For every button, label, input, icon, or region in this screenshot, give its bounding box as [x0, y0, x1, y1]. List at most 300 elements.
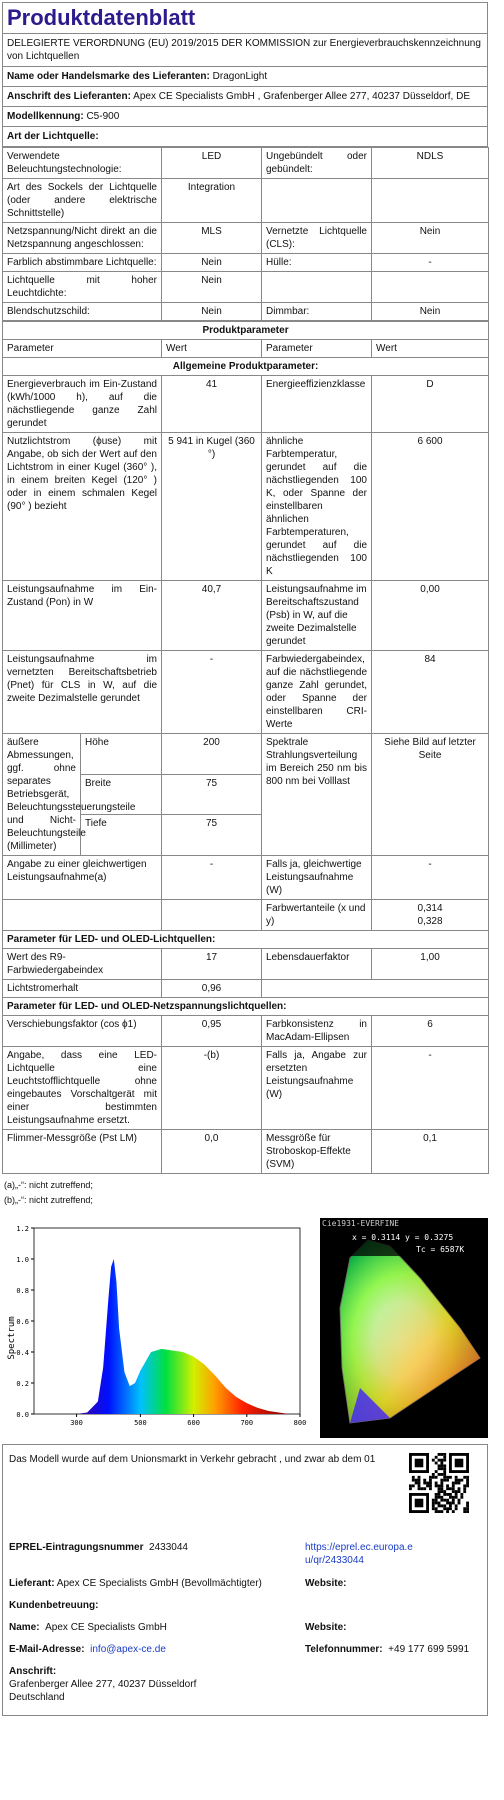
qr-module	[440, 1487, 443, 1490]
qr-module	[440, 1467, 443, 1470]
qr-module	[432, 1502, 435, 1505]
qr-module	[455, 1504, 458, 1507]
y-tick-label: 0.8	[16, 1287, 29, 1295]
qr-module	[432, 1499, 435, 1502]
energy-class-value: D	[372, 376, 489, 433]
cie-diagram	[320, 1218, 488, 1438]
type-value-2	[372, 179, 489, 223]
energy-consumption-label: Energieverbrauch im Ein-Zustand (kWh/1000 h), auf die nächstliegende ganze Zahl gerundet	[3, 376, 162, 433]
qr-module	[443, 1453, 446, 1456]
type-row	[3, 223, 489, 254]
type-label-2: Ungebündelt oder gebündelt:	[262, 148, 372, 179]
y-tick-label: 0.0	[16, 1411, 29, 1419]
qr-module	[452, 1484, 455, 1487]
qr-module	[438, 1453, 441, 1456]
qr-module	[463, 1510, 466, 1513]
on-power-label: Leistungsaufnahme im Ein-Zustand (Pon) in W	[3, 581, 162, 651]
qr-module	[460, 1479, 463, 1482]
qr-module	[446, 1507, 449, 1510]
eprel-link[interactable]: https://eprel.ec.europa.eu/qr/2433044	[305, 1542, 413, 1566]
qr-module	[466, 1507, 469, 1510]
stroboscopic-label: Messgröße für Stroboskop-Effekte (SVM)	[262, 1130, 372, 1174]
r9-label: Wert des R9-Farbwiedergabeindex	[3, 949, 162, 980]
bottom-supplier-value: Apex CE Specialists GmbH (Bevollmächtigter)	[56, 1578, 262, 1589]
chromaticity-label: Farbwertanteile (x und y)	[262, 900, 372, 931]
col-param-1: Parameter	[3, 340, 162, 358]
col-value-2: Wert	[372, 340, 489, 358]
type-label-2: Vernetzte Lichtquelle (CLS):	[262, 223, 372, 254]
qr-module	[438, 1496, 441, 1499]
qr-module	[446, 1502, 449, 1505]
qr-module	[460, 1496, 463, 1499]
qr-module	[455, 1479, 458, 1482]
energy-consumption-value: 41	[162, 376, 262, 433]
equivalent-power-label: Angabe zu einer gleichwertigen Leistungsaufnahme(a)	[3, 856, 162, 900]
regulation-text	[2, 33, 488, 67]
name-value: Apex CE Specialists GmbH	[45, 1622, 167, 1633]
datasheet	[2, 2, 488, 1716]
qr-module	[452, 1496, 455, 1499]
width-label: Breite	[81, 774, 162, 815]
type-value-2: -	[372, 254, 489, 272]
network-standby-value: -	[162, 651, 262, 734]
lightsource-type-heading: Art der Lichtquelle:	[2, 127, 488, 147]
height-label: Höhe	[81, 734, 162, 775]
website-label-1: Website:	[305, 1578, 347, 1589]
qr-module	[440, 1510, 443, 1513]
product-params-heading: Produktparameter	[3, 322, 489, 340]
y-tick-label: 1.2	[16, 1225, 29, 1233]
maintenance-label: Lichtstromerhalt	[3, 980, 162, 998]
qr-module	[455, 1496, 458, 1499]
standby-power-value: 0,00	[372, 581, 489, 651]
qr-module	[458, 1487, 461, 1490]
qr-module	[438, 1464, 441, 1467]
type-table	[2, 147, 489, 321]
spectrum-chart	[2, 1218, 318, 1438]
eprel-row	[9, 1541, 188, 1554]
qr-module	[412, 1479, 415, 1482]
qr-module	[446, 1484, 449, 1487]
type-value: Nein	[162, 254, 262, 272]
qr-module	[449, 1487, 452, 1490]
qr-module	[449, 1493, 452, 1496]
dimensions-label: äußere Abmessungen, ggf. ohne separates Betriebsgerät, Beleuchtungssteuerungsteile und Nicht-Beleuchtungsteile (Millimeter)	[3, 734, 81, 856]
type-value-2	[372, 272, 489, 303]
bottom-supplier-label: Lieferant:	[9, 1578, 55, 1589]
y-tick-label: 0.6	[16, 1318, 29, 1326]
qr-module	[426, 1482, 429, 1485]
luminous-flux-value: 5 941 in Kugel (360 °)	[162, 433, 262, 581]
qr-module	[458, 1482, 461, 1485]
eprel-label: EPREL-Eintragungsnummer	[9, 1542, 144, 1553]
qr-module	[435, 1462, 438, 1465]
qr-module	[435, 1496, 438, 1499]
cri-label: Farbwiedergabeindex, auf die nächstliegende ganze Zahl gerundet, oder Spanne der einstellbaren CRI-Werte	[262, 651, 372, 734]
qr-module	[443, 1464, 446, 1467]
qr-module	[440, 1453, 443, 1456]
type-value: Integration	[162, 179, 262, 223]
qr-module	[452, 1502, 455, 1505]
led-params-heading: Parameter für LED- und OLED-Lichtquellen:	[3, 931, 489, 949]
qr-module	[440, 1462, 443, 1465]
cie-xy: x = 0.3114 y = 0.3275	[352, 1233, 454, 1242]
equivalent-power-label-2: Falls ja, gleichwertige Leistungsaufnahme (W)	[262, 856, 372, 900]
qr-module	[440, 1482, 443, 1485]
figures	[2, 1218, 488, 1438]
qr-module	[420, 1487, 423, 1490]
type-label: Netzspannung/Nicht direkt an die Netzspannung angeschlossen:	[3, 223, 162, 254]
market-text: Das Modell wurde auf dem Unionsmarkt in Verkehr gebracht , und zwar ab dem 01	[9, 1454, 376, 1465]
footnote-a: (a)„-“: nicht zutreffend;	[4, 1180, 93, 1190]
qr-module	[432, 1473, 435, 1476]
x-tick-label: 600	[187, 1419, 200, 1427]
cct-label: ähnliche Farbtemperatur, gerundet auf die nächstliegenden 100 K, oder Spanne der einstellbaren ähnlichen Farbtemperaturen, gerundet auf die nächstliegenden 100 K	[262, 433, 372, 581]
qr-module	[418, 1479, 421, 1482]
luminous-flux-label: Nutzlichtstrom (ϕuse) mit Angabe, ob sich der Wert auf den Lichtstrom in einer Kugel (360° ), in einem breiten Kegel (120° ) oder in einem schmalen Kegel (90° ) bezieht	[3, 433, 162, 581]
general-params-heading: Allgemeine Produktparameter:	[3, 358, 489, 376]
equivalent-power-value: -	[162, 856, 262, 900]
type-label: Verwendete Beleuchtungstechnologie:	[3, 148, 162, 179]
qr-module	[440, 1473, 443, 1476]
type-label: Blendschutzschild:	[3, 303, 162, 321]
qr-module	[435, 1499, 438, 1502]
qr-module	[438, 1490, 441, 1493]
maintenance-value: 0,96	[162, 980, 262, 998]
retrofit-value: -(b)	[162, 1047, 262, 1130]
type-value-2: NDLS	[372, 148, 489, 179]
qr-module	[466, 1510, 469, 1513]
cie-header: Cie1931-EVERFINE	[322, 1219, 400, 1228]
phone-label: Telefonnummer:	[305, 1644, 383, 1655]
type-row	[3, 179, 489, 223]
website-label-2: Website:	[305, 1622, 347, 1633]
qr-module	[443, 1493, 446, 1496]
qr-module	[449, 1476, 452, 1479]
address-value: Apex CE Specialists GmbH , Grafenberger Allee 277, 40237 Düsseldorf, DE	[133, 91, 470, 102]
support-label: Kundenbetreuung:	[9, 1600, 99, 1611]
qr-module	[455, 1493, 458, 1496]
bottom-address-line-1: Grafenberger Allee 277, 40237 Düsseldorf	[9, 1679, 197, 1690]
email-row	[9, 1643, 166, 1656]
qr-module	[432, 1504, 435, 1507]
qr-module	[463, 1487, 466, 1490]
qr-module	[409, 1487, 412, 1490]
qr-module	[463, 1507, 466, 1510]
type-row	[3, 254, 489, 272]
qr-module	[412, 1476, 415, 1479]
eprel-value: 2433044	[149, 1542, 188, 1553]
phone-row	[305, 1643, 469, 1656]
y-axis-label: Spectrum	[7, 1316, 17, 1360]
qr-module	[418, 1487, 421, 1490]
qr-module	[438, 1473, 441, 1476]
qr-module	[435, 1493, 438, 1496]
qr-module	[438, 1502, 441, 1505]
qr-module	[432, 1476, 435, 1479]
qr-module	[443, 1470, 446, 1473]
qr-module	[440, 1504, 443, 1507]
qr-module	[446, 1499, 449, 1502]
qr-module	[429, 1482, 432, 1485]
model-row	[2, 107, 488, 127]
name-label: Name:	[9, 1622, 40, 1633]
equivalent-power-value-2: -	[372, 856, 489, 900]
qr-module	[455, 1482, 458, 1485]
qr-module	[443, 1476, 446, 1479]
qr-module	[443, 1490, 446, 1493]
empty-cell	[3, 900, 162, 931]
params-table	[2, 321, 489, 1174]
color-consistency-value: 6	[372, 1016, 489, 1047]
supplier-row	[2, 67, 488, 87]
qr-module	[440, 1459, 443, 1462]
qr-module	[423, 1479, 426, 1482]
type-value: MLS	[162, 223, 262, 254]
depth-label: Tiefe	[81, 815, 162, 856]
type-row	[3, 272, 489, 303]
model-label: Modellkennung:	[7, 111, 84, 122]
type-label-2	[262, 272, 372, 303]
type-label-2: Dimmbar:	[262, 303, 372, 321]
type-value: Nein	[162, 303, 262, 321]
y-tick-label: 0.4	[16, 1349, 29, 1357]
col-value-1: Wert	[162, 340, 262, 358]
regulation-label: DELEGIERTE VERORDNUNG (EU) 2019/2015 DER KOMMISSION zur Energieverbrauchskennzeichnung von Lichtquellen	[7, 38, 481, 62]
type-label-2	[262, 179, 372, 223]
qr-module	[432, 1507, 435, 1510]
type-value-2: Nein	[372, 223, 489, 254]
qr-finder	[455, 1459, 464, 1468]
survival-label: Lebensdauerfaktor	[262, 949, 372, 980]
qr-module	[423, 1482, 426, 1485]
qr-module	[443, 1467, 446, 1470]
replaced-power-value: -	[372, 1047, 489, 1130]
r9-value: 17	[162, 949, 262, 980]
x-tick-label: 700	[240, 1419, 254, 1427]
type-row	[3, 303, 489, 321]
on-power-value: 40,7	[162, 581, 262, 651]
qr-module	[466, 1476, 469, 1479]
qr-module	[429, 1487, 432, 1490]
supplier-label: Name oder Handelsmarke des Lieferanten:	[7, 71, 210, 82]
model-value: C5-900	[86, 111, 120, 122]
qr-module	[466, 1484, 469, 1487]
qr-module	[466, 1479, 469, 1482]
qr-module	[438, 1487, 441, 1490]
qr-module	[443, 1504, 446, 1507]
standby-power-label: Leistungsaufnahme im Bereitschaftszustand (Psb) in W, auf die zweite Dezimalstelle gerundet	[262, 581, 372, 651]
qr-module	[418, 1484, 421, 1487]
qr-finder	[415, 1499, 424, 1508]
footnote-b: (b)„-“: nicht zutreffend;	[4, 1195, 93, 1205]
x-tick-label: 300	[70, 1419, 83, 1427]
spectral-value: Siehe Bild auf letzter Seite	[372, 734, 489, 856]
qr-module	[458, 1502, 461, 1505]
address-label: Anschrift des Lieferanten:	[7, 91, 131, 102]
address-row	[2, 87, 488, 107]
bottom-supplier-row	[9, 1577, 262, 1590]
qr-module	[463, 1476, 466, 1479]
chroma-y: 0,328	[417, 916, 443, 927]
bottom-info	[2, 1444, 488, 1716]
chroma-x: 0,314	[417, 903, 443, 914]
qr-module	[435, 1470, 438, 1473]
qr-module	[440, 1496, 443, 1499]
energy-class-label: Energieeffizienzklasse	[262, 376, 372, 433]
supplier-value: DragonLight	[212, 71, 268, 82]
qr-module	[440, 1499, 443, 1502]
qr-module	[438, 1484, 441, 1487]
qr-module	[466, 1502, 469, 1505]
qr-module	[446, 1493, 449, 1496]
spectrum-area	[77, 1259, 290, 1414]
qr-code	[409, 1453, 469, 1513]
retrofit-label: Angabe, dass eine LED-Lichtquelle eine Leuchtstofflichtquelle ohne eingebautes Vorschaltgerät mit einer bestimmten Leistungsaufnahme ersetzt.	[3, 1047, 162, 1130]
chromaticity-value	[372, 900, 489, 931]
email-label: E-Mail-Adresse:	[9, 1644, 85, 1655]
empty-cell	[162, 900, 262, 931]
bottom-address	[9, 1665, 196, 1704]
qr-module	[455, 1476, 458, 1479]
qr-module	[443, 1459, 446, 1462]
type-value: Nein	[162, 272, 262, 303]
email-link[interactable]: info@apex-ce.de	[90, 1644, 166, 1655]
color-consistency-label: Farbkonsistenz in MacAdam-Ellipsen	[262, 1016, 372, 1047]
qr-module	[455, 1490, 458, 1493]
name-row	[9, 1621, 167, 1634]
type-value: LED	[162, 148, 262, 179]
qr-module	[429, 1476, 432, 1479]
survival-value: 1,00	[372, 949, 489, 980]
flicker-value: 0,0	[162, 1130, 262, 1174]
col-param-2: Parameter	[262, 340, 372, 358]
page-title: Produktdatenblatt	[2, 2, 488, 33]
type-value-2: Nein	[372, 303, 489, 321]
qr-module	[452, 1482, 455, 1485]
qr-module	[449, 1504, 452, 1507]
depth-value: 75	[162, 815, 262, 856]
qr-module	[435, 1507, 438, 1510]
qr-module	[446, 1510, 449, 1513]
network-standby-label: Leistungsaufnahme im vernetzten Bereitschaftsbetrieb (Pnet) für CLS in W, auf die zweite Dezimalstelle gerundet	[3, 651, 162, 734]
qr-module	[460, 1493, 463, 1496]
qr-module	[435, 1476, 438, 1479]
qr-module	[449, 1507, 452, 1510]
type-row	[3, 148, 489, 179]
qr-module	[463, 1490, 466, 1493]
type-label: Farblich abstimmbare Lichtquelle:	[3, 254, 162, 272]
flicker-label: Flimmer-Messgröße (Pst LM)	[3, 1130, 162, 1174]
qr-module	[452, 1490, 455, 1493]
cie-tc: Tc = 6587K	[416, 1245, 465, 1254]
qr-module	[438, 1493, 441, 1496]
qr-module	[452, 1499, 455, 1502]
qr-module	[443, 1507, 446, 1510]
x-tick-label: 800	[293, 1419, 307, 1427]
qr-module	[446, 1476, 449, 1479]
height-value: 200	[162, 734, 262, 775]
qr-module	[409, 1484, 412, 1487]
qr-module	[452, 1487, 455, 1490]
qr-module	[443, 1499, 446, 1502]
qr-module	[440, 1484, 443, 1487]
qr-module	[440, 1490, 443, 1493]
qr-module	[415, 1479, 418, 1482]
qr-module	[429, 1484, 432, 1487]
qr-module	[458, 1479, 461, 1482]
qr-finder	[415, 1459, 424, 1468]
qr-module	[435, 1484, 438, 1487]
qr-module	[449, 1496, 452, 1499]
type-label: Art des Sockels der Lichtquelle (oder andere elektrische Schnittstelle)	[3, 179, 162, 223]
qr-module	[463, 1484, 466, 1487]
qr-module	[426, 1484, 429, 1487]
qr-module	[438, 1459, 441, 1462]
qr-module	[418, 1482, 421, 1485]
type-label: Lichtquelle mit hoher Leuchtdichte:	[3, 272, 162, 303]
qr-module	[458, 1499, 461, 1502]
qr-module	[458, 1490, 461, 1493]
qr-module	[452, 1510, 455, 1513]
qr-module	[438, 1504, 441, 1507]
y-tick-label: 0.2	[16, 1380, 29, 1388]
qr-module	[429, 1479, 432, 1482]
footnotes	[2, 1178, 488, 1208]
qr-module	[443, 1456, 446, 1459]
qr-module	[432, 1459, 435, 1462]
qr-module	[446, 1487, 449, 1490]
qr-module	[440, 1479, 443, 1482]
cri-value: 84	[372, 651, 489, 734]
phone-value: +49 177 699 5991	[388, 1644, 470, 1655]
displacement-value: 0,95	[162, 1016, 262, 1047]
qr-module	[443, 1479, 446, 1482]
qr-module	[435, 1502, 438, 1505]
displacement-label: Verschiebungsfaktor (cos ϕ1)	[3, 1016, 162, 1047]
qr-module	[466, 1504, 469, 1507]
cct-value: 6 600	[372, 433, 489, 581]
net-params-heading: Parameter für LED- und OLED-Netzspannungslichtquellen:	[3, 998, 489, 1016]
x-tick-label: 500	[134, 1419, 147, 1427]
qr-module	[412, 1484, 415, 1487]
replaced-power-label: Falls ja, Angabe zur ersetzten Leistungsaufnahme (W)	[262, 1047, 372, 1130]
stroboscopic-value: 0,1	[372, 1130, 489, 1174]
qr-module	[438, 1467, 441, 1470]
qr-module	[449, 1502, 452, 1505]
width-value: 75	[162, 774, 262, 815]
bottom-address-line-2: Deutschland	[9, 1692, 65, 1703]
qr-module	[438, 1510, 441, 1513]
qr-module	[455, 1507, 458, 1510]
empty-cell	[262, 980, 489, 998]
qr-module	[446, 1479, 449, 1482]
qr-module	[440, 1464, 443, 1467]
qr-module	[435, 1510, 438, 1513]
qr-module	[423, 1487, 426, 1490]
bottom-address-label: Anschrift:	[9, 1666, 57, 1677]
cie-chart	[320, 1218, 488, 1438]
qr-module	[435, 1482, 438, 1485]
qr-module	[418, 1476, 421, 1479]
qr-module	[435, 1456, 438, 1459]
spectral-label: Spektrale Strahlungsverteilung im Bereich 250 nm bis 800 nm bei Volllast	[262, 734, 372, 856]
qr-module	[443, 1473, 446, 1476]
type-label-2: Hülle:	[262, 254, 372, 272]
qr-module	[466, 1482, 469, 1485]
y-tick-label: 1.0	[16, 1256, 29, 1264]
qr-module	[415, 1482, 418, 1485]
